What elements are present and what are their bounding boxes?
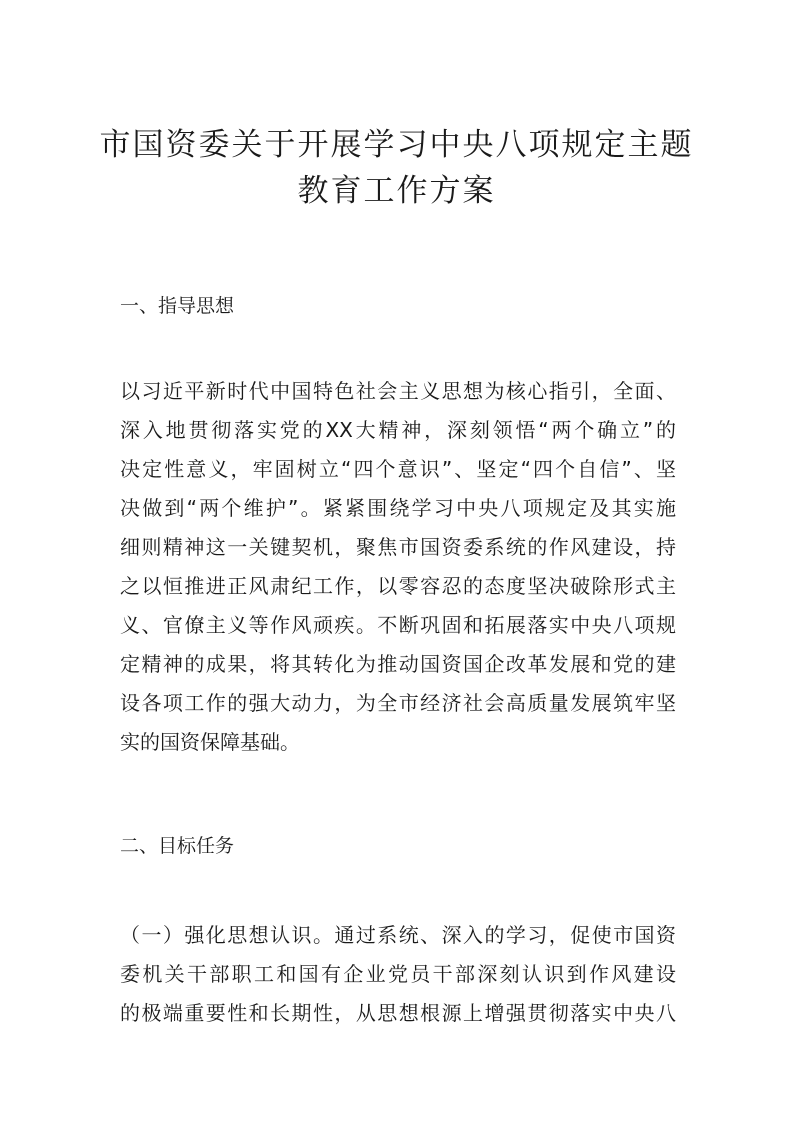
- paragraph-line: 细则精神这一关键契机，聚焦市国资委系统的作风建设，持: [120, 535, 676, 559]
- paragraph-line: 深入地贯彻落实党的XX大精神，深刻领悟“两个确立”的: [120, 418, 676, 442]
- paragraph-line: 决做到“两个维护”。紧紧围绕学习中央八项规定及其实施: [120, 496, 676, 520]
- document-title-line-1: 市国资委关于开展学习中央八项规定主题: [99, 127, 694, 163]
- paragraph-line: 设各项工作的强大动力，为全市经济社会高质量发展筑牢坚: [120, 691, 676, 715]
- paragraph-line: （一）强化思想认识。通过系统、深入的学习，促使市国资: [120, 923, 676, 947]
- paragraph-line: 的极端重要性和长期性，从思想根源上增强贯彻落实中央八: [120, 1001, 676, 1025]
- paragraph-line: 以习近平新时代中国特色社会主义思想为核心指引，全面、: [120, 379, 676, 403]
- paragraph-line: 定精神的成果，将其转化为推动国资国企改革发展和党的建: [120, 652, 676, 676]
- paragraph-line: 义、官僚主义等作风顽疾。不断巩固和拓展落实中央八项规: [120, 613, 676, 637]
- paragraph-line: 之以恒推进正风肃纪工作，以零容忍的态度坚决破除形式主: [120, 574, 676, 598]
- section-heading-goals-tasks: 二、目标任务: [120, 835, 235, 857]
- section-heading-guiding-ideology: 一、指导思想: [120, 295, 235, 317]
- paragraph-line: 决定性意义，牢固树立“四个意识”、坚定“四个自信”、坚: [120, 457, 676, 481]
- paragraph-line: 委机关干部职工和国有企业党员干部深刻认识到作风建设: [120, 962, 676, 986]
- section1-paragraph: [120, 372, 676, 762]
- section2-paragraph: [120, 916, 676, 1033]
- document-title-line-2: 教育工作方案: [297, 173, 496, 209]
- paragraph-line: 实的国资保障基础。: [120, 730, 300, 754]
